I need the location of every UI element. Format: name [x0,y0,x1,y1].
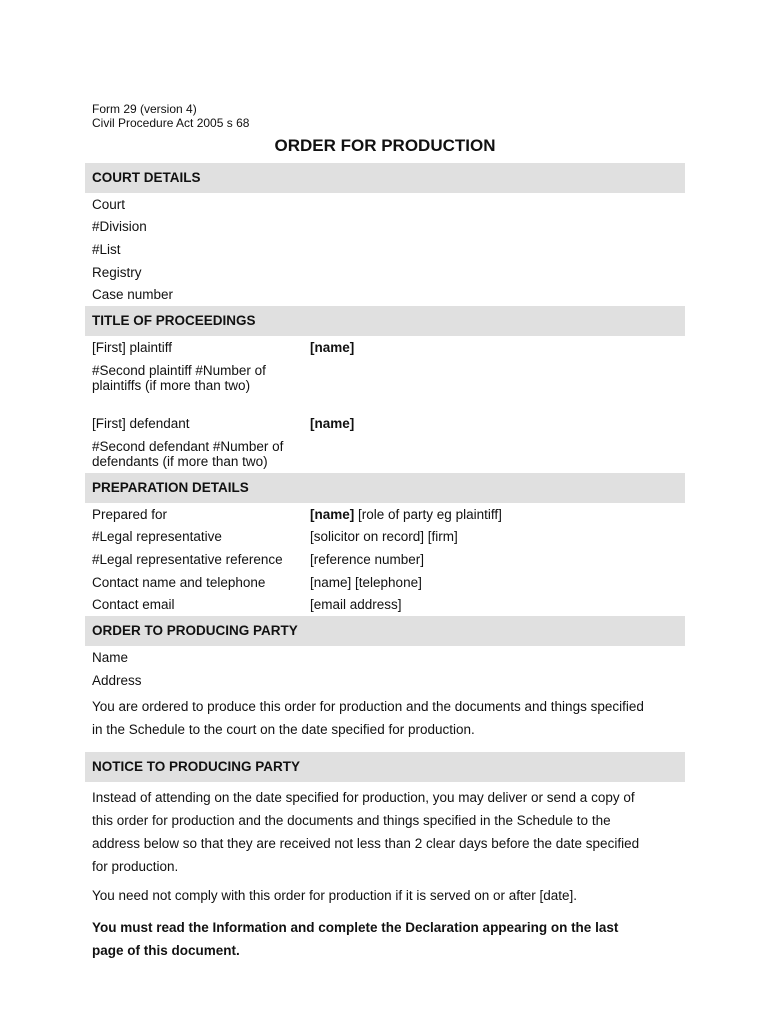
first-plaintiff-value: [name] [310,340,355,355]
notice-paragraph-1-line2: this order for production and the documents and things specified in the Schedule to the [92,813,611,828]
first-defendant-value: [name] [310,416,355,431]
contact-name-telephone-label: Contact name and telephone [92,575,266,590]
contact-email-value: [email address] [310,597,402,612]
contact-email-label: Contact email [92,597,175,612]
notice-paragraph-3 [92,916,684,962]
form-version: Form 29 (version 4) [92,102,197,116]
court-label: Court [92,197,126,212]
second-defendant-label-line2: defendants (if more than two) [92,454,268,469]
second-plaintiff-label-line2: plaintiffs (if more than two) [92,378,251,393]
prepared-for-value [310,507,502,523]
producing-party-address-label: Address [92,673,142,688]
notice-paragraph-3-line2: page of this document. [92,943,240,958]
notice-paragraph-3-line1: You must read the Information and complete the Declaration appearing on the last [92,920,619,935]
first-defendant-label: [First] defendant [92,416,190,431]
registry-label: Registry [92,265,142,280]
court-details-heading: COURT DETAILS [85,163,685,193]
legal-representative-reference-value: [reference number] [310,552,425,567]
preparation-details-heading: PREPARATION DETAILS [85,473,685,503]
order-text-line1: You are ordered to produce this order for production and the documents and things specified [92,699,644,714]
order-to-producing-party-heading: ORDER TO PRODUCING PARTY [85,616,685,646]
division-label: #Division [92,219,147,234]
form-reference [92,102,249,130]
producing-party-name-label: Name [92,650,129,665]
notice-to-producing-party-heading: NOTICE TO PRODUCING PARTY [85,752,685,782]
second-defendant-label-line1: #Second defendant #Number of [92,439,284,454]
prepared-for-role: [role of party eg plaintiff] [354,507,502,522]
notice-paragraph-1-line4: for production. [92,859,179,874]
document-title: ORDER FOR PRODUCTION [274,136,496,155]
legal-representative-reference-label: #Legal representative reference [92,552,283,567]
contact-name-telephone-value: [name] [telephone] [310,575,422,590]
notice-paragraph-2 [92,884,684,907]
order-text [92,695,684,741]
first-plaintiff-label: [First] plaintiff [92,340,173,355]
prepared-for-name: [name] [310,507,355,522]
notice-paragraph-1-line3: address below so that they are received not less than 2 clear days before the date specified [92,836,640,851]
form-act-reference: Civil Procedure Act 2005 s 68 [92,116,250,130]
legal-representative-value: [solicitor on record] [firm] [310,529,458,544]
case-number-label: Case number [92,287,174,302]
notice-paragraph-1-line1: Instead of attending on the date specified for production, you may deliver or send a copy of [92,790,635,805]
legal-representative-label: #Legal representative [92,529,222,544]
prepared-for-label: Prepared for [92,507,168,522]
second-plaintiff-label-line1: #Second plaintiff #Number of [92,363,266,378]
order-text-line2: in the Schedule to the court on the date specified for production. [92,722,475,737]
title-of-proceedings-heading: TITLE OF PROCEEDINGS [85,306,685,336]
notice-paragraph-1 [92,786,684,878]
list-label: #List [92,242,121,257]
notice-paragraph-2-line1: You need not comply with this order for production if it is served on or after [date]. [92,888,578,903]
